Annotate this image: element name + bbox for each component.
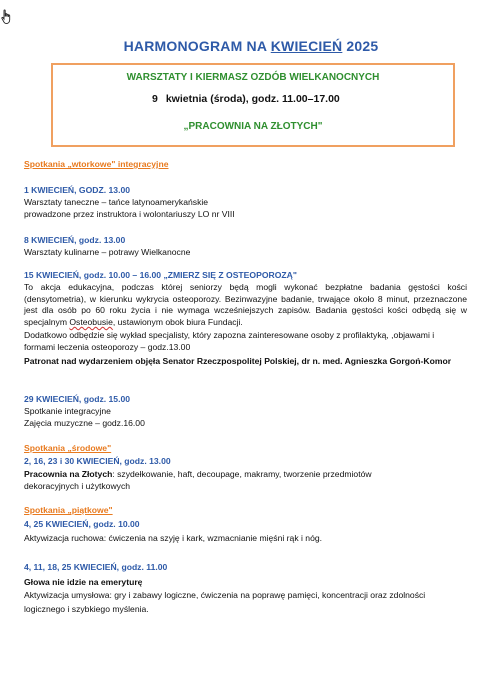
event-heading: 29 KWIECIEŃ, godz. 15.00 [24, 394, 131, 404]
section-wednesday: Spotkania „środowe" [24, 443, 112, 453]
hand-cursor-icon [0, 9, 14, 25]
event-heading: 2, 16, 23 i 30 KWIECIEŃ, godz. 13.00 [24, 456, 171, 466]
event-text: Warsztaty taneczne – tańce latynoamerykańskie [24, 197, 209, 207]
event-text: dekoracyjnych i użytkowych [24, 481, 131, 491]
event-patronage: Patronat nad wydarzeniem objęła Senator Rzeczpospolitej Polskiej, dr n. med. Agnieszka Gorgoń-Komor [24, 356, 452, 366]
workshop-date: 9 kwietnia (środa), godz. 11.00–17.00 [152, 93, 340, 105]
event-paragraph: Dodatkowo odbędzie się wykład specjalisty, który zapozna zainteresowane osoby z profilaktyką, ,objawami i formami leczenia osteoporozy – godz.13.00 [24, 330, 435, 352]
event-text: Zajęcia muzyczne – godz.16.00 [24, 418, 145, 428]
workshop-title: WARSZTATY I KIERMASZ OZDÓB WIELKANOCNYCH [126, 72, 380, 83]
event-text: Spotkanie integracyjne [24, 406, 111, 416]
event-text: Warsztaty kulinarne – potrawy Wielkanocne [24, 247, 191, 257]
section-friday: Spotkania „piątkowe" [24, 505, 113, 515]
workshop-highlight-box [51, 63, 455, 147]
event-subtitle: Głowa nie idzie na emeryturę [24, 577, 143, 587]
event-heading: 1 KWIECIEŃ, GODZ. 13.00 [24, 185, 131, 195]
event-heading: 4, 25 KWIECIEŃ, godz. 10.00 [24, 519, 140, 529]
workshop-place: „PRACOWNIA NA ZŁOTYCH" [183, 121, 323, 132]
event-heading: 15 KWIECIEŃ, godz. 10.00 – 16.00 „ZMIERZ SIĘ Z OSTEOPOROZĄ" [24, 270, 297, 280]
event-text: logicznego i szybkiego myślenia. [24, 604, 149, 614]
event-paragraph: To akcja edukacyjna, podczas której seniorzy będą mogli wykonać bezpłatne badania gęstości kości (densytometria), w kierunku wykrycia osteoporozy. Bezinwazyjne badanie, trwające około 8 minut, przeznaczone jest dla osób po 60 roku życia i nie wymaga wcześniejszych zapisów. Badania gęstości kości odbędą się w specjalnym Osteobusie, ustawionym obok biura Fundacji. [24, 282, 467, 327]
event-text: Pracownia na Złotych: szydełkowanie, haft, decoupage, makramy, tworzenie przedmiotów [24, 469, 372, 479]
event-text: prowadzone przez instruktora i wolontariuszy LO nr VIII [24, 209, 235, 219]
event-text: Aktywizacja ruchowa: ćwiczenia na szyję i kark, wzmacnianie mięśni rąk i nóg. [24, 533, 323, 543]
event-text: Aktywizacja umysłowa: gry i zabawy logiczne, ćwiczenia na poprawę pamięci, koncentracji oraz zdolności [24, 590, 426, 600]
document-title: HARMONOGRAM NA KWIECIEŃ 2025 [123, 38, 379, 54]
event-heading: 4, 11, 18, 25 KWIECIEŃ, godz. 11.00 [24, 562, 168, 572]
event-heading: 8 KWIECIEŃ, godz. 13.00 [24, 235, 126, 245]
section-tuesday: Spotkania „wtorkowe" integracyjne [24, 159, 169, 169]
